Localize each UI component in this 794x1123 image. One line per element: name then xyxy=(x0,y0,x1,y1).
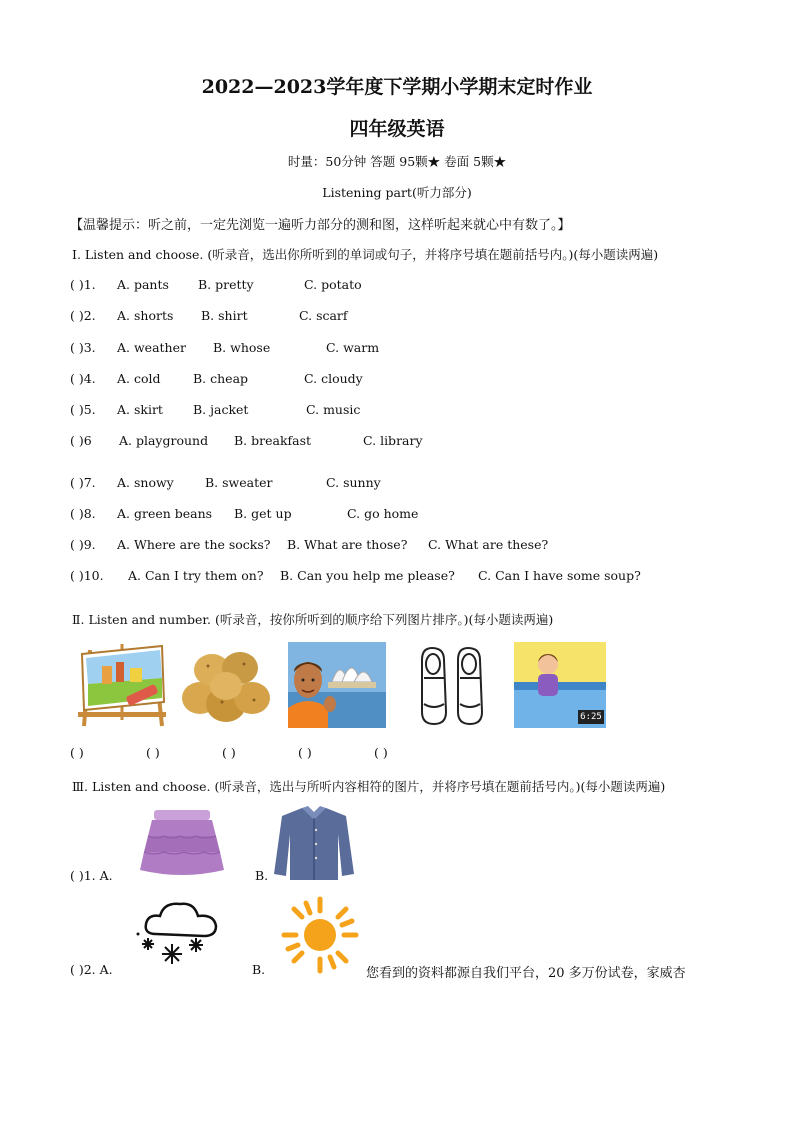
option-b: B. pretty xyxy=(198,277,254,292)
section3-heading: Ⅲ. Listen and choose. (听录音，选出与所听内容相符的图片，并将序号填在题前括号内。)(每小题读两遍) xyxy=(72,779,666,794)
potatoes-picture xyxy=(178,642,274,728)
option-b: B. shirt xyxy=(201,308,248,323)
get-up-picture xyxy=(514,642,606,728)
option-b: B. breakfast xyxy=(234,433,312,448)
clock-time: 6:25 xyxy=(580,712,602,722)
answer-blank[interactable]: ( )5. xyxy=(70,402,96,417)
answer-blank[interactable]: ( )7. xyxy=(70,475,96,490)
answer-blank[interactable]: ( )2. xyxy=(70,308,96,323)
exam-meta: 时量：50分钟 答题 95颗★ 卷面 5颗★ xyxy=(287,154,507,169)
shirt-picture xyxy=(272,804,356,880)
option-a: A. shorts xyxy=(117,308,174,323)
answer-blank[interactable]: ( )9. xyxy=(70,537,96,552)
option-b: B. jacket xyxy=(193,402,249,417)
number-blank-4[interactable]: ( ) xyxy=(298,745,312,760)
q1-label[interactable]: ( )1. A. xyxy=(70,868,113,883)
shoes-picture xyxy=(414,642,490,728)
option-b: B. Can you help me please? xyxy=(280,568,455,583)
option-b: B. whose xyxy=(213,340,271,355)
option-c: C. cloudy xyxy=(304,371,363,386)
option-c: C. scarf xyxy=(299,308,348,323)
answer-blank[interactable]: ( )6 xyxy=(70,433,92,448)
option-c: C. library xyxy=(363,433,423,448)
option-b: B. What are those? xyxy=(287,537,408,552)
section2-heading: Ⅱ. Listen and number. (听录音，按你所听到的顺序给下列图片排序。)(每小题读两遍) xyxy=(72,612,554,627)
option-b: B. cheap xyxy=(193,371,249,386)
option-c: C. warm xyxy=(326,340,380,355)
option-a: A. pants xyxy=(117,277,169,292)
option-a: A. snowy xyxy=(117,475,174,490)
option-a: A. skirt xyxy=(117,402,163,417)
skirt-picture xyxy=(136,806,228,880)
sunny-weather-picture xyxy=(280,895,360,975)
easel-painting-picture xyxy=(72,640,172,728)
number-blank-5[interactable]: ( ) xyxy=(374,745,388,760)
answer-blank[interactable]: ( )4. xyxy=(70,371,96,386)
tip-text: 【温馨提示：听之前，一定先浏览一遍听力部分的测和图，这样听起来就心中有数了。】 xyxy=(70,218,571,233)
q2-option-b: B. xyxy=(252,962,266,977)
answer-blank[interactable]: ( )8. xyxy=(70,506,96,521)
option-a: A. Where are the socks? xyxy=(117,537,271,552)
page-title: 2022—2023学年度下学期小学期末定时作业 xyxy=(201,76,593,98)
option-a: A. playground xyxy=(119,433,209,448)
option-b: B. sweater xyxy=(205,475,273,490)
answer-blank[interactable]: ( )1. xyxy=(70,277,96,292)
page-subtitle: 四年级英语 xyxy=(349,118,445,140)
option-c: C. potato xyxy=(304,277,362,292)
answer-blank[interactable]: ( )10. xyxy=(70,568,104,583)
q1-option-b: B. xyxy=(255,868,269,883)
option-b: B. get up xyxy=(234,506,292,521)
option-c: C. Can I have some soup? xyxy=(478,568,641,583)
q2-label[interactable]: ( )2. A. xyxy=(70,962,113,977)
option-a: A. weather xyxy=(117,340,186,355)
option-c: C. What are these? xyxy=(428,537,549,552)
man-sydney-picture xyxy=(288,642,386,728)
snowy-weather-picture xyxy=(134,894,224,972)
watermark-text: 您看到的资料都源自我们平台，20 多万份试卷，家威杏 xyxy=(366,966,686,981)
answer-blank[interactable]: ( )3. xyxy=(70,340,96,355)
option-a: A. Can I try them on? xyxy=(128,568,264,583)
option-c: C. go home xyxy=(347,506,419,521)
number-blank-3[interactable]: ( ) xyxy=(222,745,236,760)
option-c: C. sunny xyxy=(326,475,381,490)
number-blank-1[interactable]: ( ) xyxy=(70,745,84,760)
option-a: A. cold xyxy=(117,371,161,386)
part-label: Listening part(听力部分) xyxy=(322,185,472,200)
section1-heading: I. Listen and choose. (听录音，选出你所听到的单词或句子，并将序号填在题前括号内。)(每小题读两遍) xyxy=(72,247,659,262)
number-blank-2[interactable]: ( ) xyxy=(146,745,160,760)
option-c: C. music xyxy=(306,402,361,417)
option-a: A. green beans xyxy=(117,506,213,521)
